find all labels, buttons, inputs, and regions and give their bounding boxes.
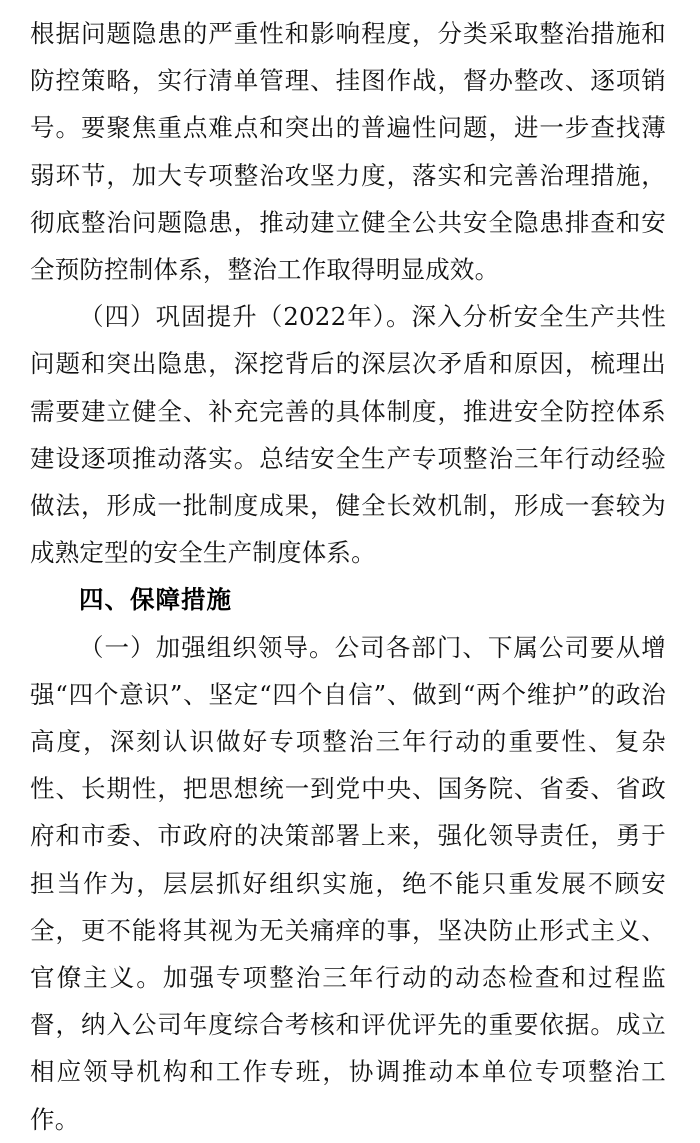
paragraph-phase-four: （四）巩固提升（2022年）。深入分析安全生产共性问题和突出隐患，深挖背后的深层次矛盾和原因，梳理出需要建立健全、补充完善的具体制度，推进安全防控体系建设逐项推动落实。总结安全生产专项整治三年行动经验做法，形成一批制度成果，健全长效机制，形成一套较为成熟定型的安全生产制度体系。	[30, 302, 666, 568]
document-body	[30, 10, 666, 1143]
section-heading-safeguard-measures: 四、保障措施	[79, 585, 232, 615]
paragraph-strengthen-leadership: （一）加强组织领导。公司各部门、下属公司要从增强“四个意识”、坚定“四个自信”、做到“两个维护”的政治高度，深刻认识做好专项整治三年行动的重要性、复杂性、长期性，把思想统一到党中央、国务院、省委、省政府和市委、市政府的决策部署上来，强化领导责任，勇于担当作为，层层抓好组织实施，绝不能只重发展不顾安全，更不能将其视为无关痛痒的事，坚决防止形式主义、官僚主义。加强专项整治三年行动的动态检查和过程监督，纳入公司年度综合考核和评优评先的重要依据。成立相应领导机构和工作专班，协调推动本单位专项整治工作。	[30, 632, 666, 1134]
paragraph-continuation: 根据问题隐患的严重性和影响程度，分类采取整治措施和防控策略，实行清单管理、挂图作战，督办整改、逐项销号。要聚焦重点难点和突出的普遍性问题，进一步查找薄弱环节，加大专项整治攻坚力度，落实和完善治理措施，彻底整治问题隐患，推动建立健全公共安全隐患排查和安全预防控制体系，整治工作取得明显成效。	[30, 19, 666, 285]
